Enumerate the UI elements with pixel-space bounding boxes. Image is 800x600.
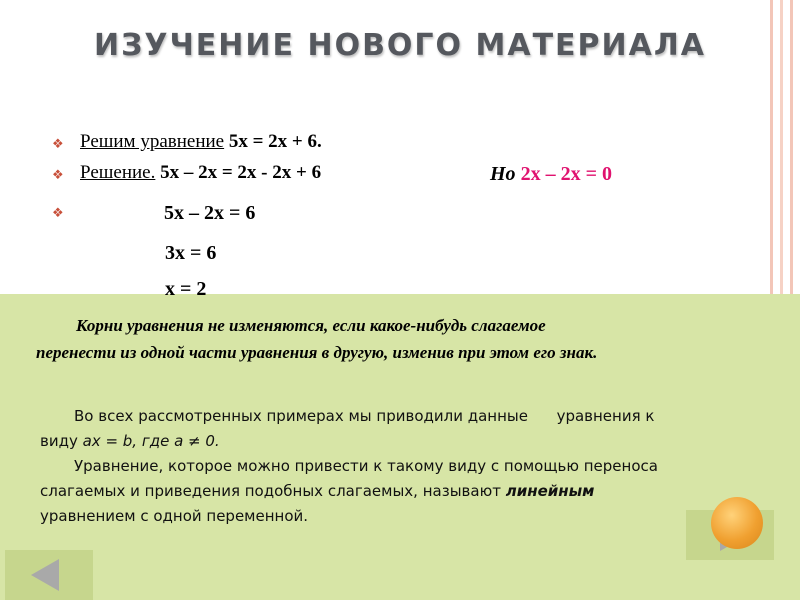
para-text: виду (40, 432, 83, 450)
step-line-3: 5х – 2х = 6 (164, 202, 256, 224)
step-line-1 (80, 131, 322, 153)
explanation-paragraph (40, 404, 770, 529)
step-equation: 5х = 2х + 6. (228, 131, 322, 152)
bullet-icon: ❖ (52, 136, 64, 151)
para-line-1: Во всех рассмотренных примерах мы приводили данные уравнения к (74, 407, 655, 425)
para-line-2 (40, 429, 770, 454)
para-formula: ах = b, где а ≠ 0. (82, 432, 220, 450)
step-equation: 5х – 2х = 2х - 2х + 6 (160, 162, 322, 183)
step-label: Решим уравнение (80, 131, 225, 152)
back-arrow-icon (31, 559, 59, 591)
back-button[interactable] (5, 550, 93, 600)
para-text: слагаемых и приведения подобных слагаемых, называют (40, 482, 506, 500)
rule-line-2: перенести из одной части уравнения в другую, изменив при этом его знак. (36, 343, 598, 362)
note-line (490, 163, 612, 186)
rule-text (28, 312, 788, 366)
para-line-3: Уравнение, которое можно привести к такому виду с помощью переноса (74, 457, 658, 475)
para-line-4 (40, 479, 770, 504)
step-line-5: х = 2 (165, 278, 207, 300)
step-line-2 (80, 162, 321, 184)
bullet-icon: ❖ (52, 205, 64, 220)
play-button[interactable] (711, 497, 763, 549)
note-equation: 2х – 2х = 0 (520, 163, 612, 185)
para-line-5: уравнением с одной переменной. (40, 507, 309, 525)
step-label: Решение. (80, 162, 156, 183)
para-emphasis: линейным (505, 482, 595, 500)
note-prefix: Но (490, 163, 516, 185)
step-line-4: 3х = 6 (165, 242, 217, 264)
rule-line-1: Корни уравнения не изменяются, если какое-нибудь слагаемое (76, 316, 546, 335)
slide-title: ИЗУЧЕНИЕ НОВОГО МАТЕРИАЛА (94, 28, 706, 63)
bullet-icon: ❖ (52, 167, 64, 182)
